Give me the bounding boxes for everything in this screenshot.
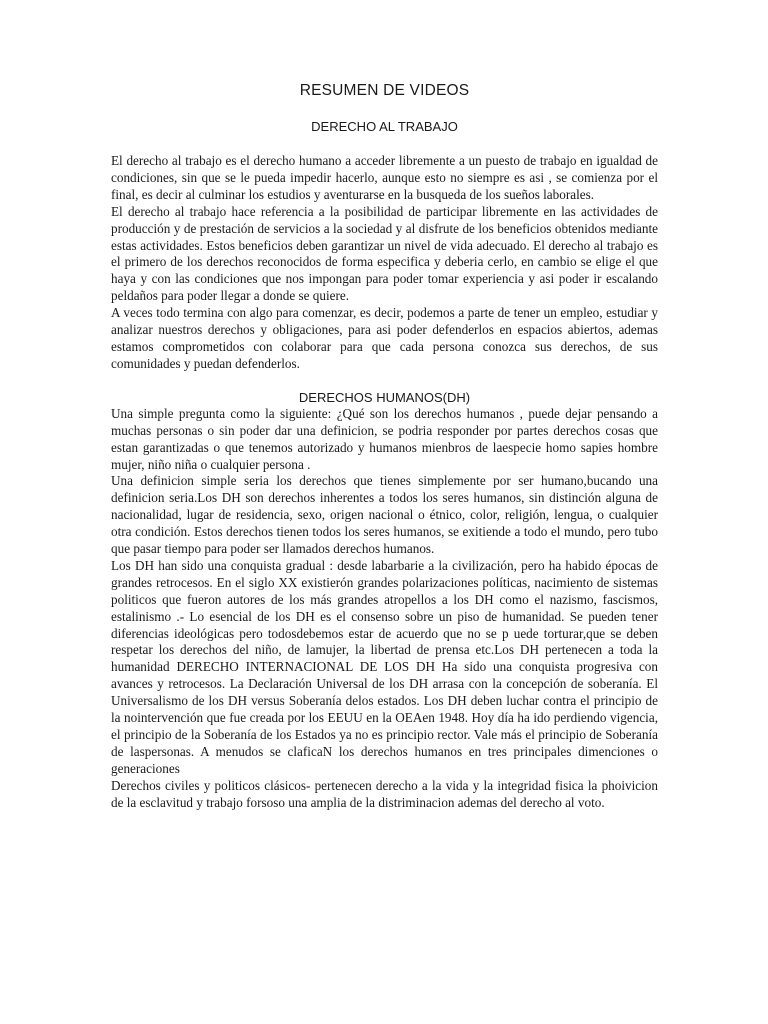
- document-title: RESUMEN DE VIDEOS: [299, 82, 470, 99]
- paragraph: Una simple pregunta como la siguiente: ¿Qué son los derechos humanos , puede dejar pensando a muchas personas o sin poder dar una definicion, se podria responder por partes derechos cosas que estan garantizadas o que tenemos autorizado y humanos mienbros de laespecie homo sapies hombre mujer, niño niña o cualquier persona .: [111, 405, 658, 472]
- paragraph: Una definicion simple seria los derechos que tienes simplemente por ser humano,bucando una definicion seria.Los DH son derechos inherentes a todos los seres humanos, sin distinción alguna de nacionalidad, lugar de residencia, sexo, origen nacional o étnico, color, religión, lengua, o cualquier otra condición. Estos derechos tienen todos los seres humanos, se exitiende a todo el mundo, pero tubo que pasar tiempo para poder ser llamados derechos humanos.: [111, 473, 658, 557]
- document-page: [111, 82, 658, 812]
- section-title-derecho-al-trabajo: DERECHO AL TRABAJO: [311, 119, 458, 134]
- paragraph: El derecho al trabajo es el derecho humano a acceder libremente a un puesto de trabajo en igualdad de condiciones, sin que se le pueda impedir hacerlo, aunque esto no siempre es asi , se comienza por el final, es decir al culminar los estudios y aventurarse en la busqueda de los sueños laborales.: [111, 153, 658, 202]
- paragraph: El derecho al trabajo hace referencia a la posibilidad de participar libremente en las actividades de producción y de prestación de servicios a la sociedad y al disfrute de los beneficios obtenidos mediante estas actividades. Estos beneficios deben garantizar un nivel de vida adecuado. El derecho al trabajo es el primero de los derechos reconocidos de forma especifica y deberia cerlo, en cambio se elige el que haya y con las condiciones que nos impongan para poder tomar experiencia y asi poder ir escalando peldaños para poder llegar a donde se quiere.: [111, 203, 658, 304]
- paragraph: Los DH han sido una conquista gradual : desde labarbarie a la civilización, pero ha habido épocas de grandes retrocesos. En el siglo XX existierón grandes polarizaciones políticas, nacimiento de sistemas politicos que fueron autores de los más grandes atropellos a los DH como el nazismo, fascismos, estalinismo .- Lo esencial de los DH es el consenso sobre un piso de humanidad. Se pueden tener diferencias ideológicas pero todosdebemos estar de acuerdo que no se p uede torturar,que se deben respetar los derechos del niño, de lamujer, la libertad de prensa etc.Los DH pertenecen a toda la humanidad DERECHO INTERNACIONAL DE LOS DH Ha sido una conquista progresiva con avances y retrocesos. La Declaración Universal de los DH arrasa con la concepción de soberanía. El Universalismo de los DH versus Soberanía delos estados. Los DH deben luchar contra el principio de la nointervención que fue creada por los EEUU en la OEAen 1948. Hoy día ha ido perdiendo vigencia, el principio de la Soberanía de los Estados ya no es principio rector. Vale más el principio de Soberanía de laspersonas. A menudos se claficaN los derechos humanos en tres principales dimenciones o generaciones: [111, 557, 658, 776]
- section-title-derechos-humanos: DERECHOS HUMANOS(DH): [298, 389, 471, 405]
- paragraph: A veces todo termina con algo para comenzar, es decir, podemos a parte de tener un empleo, estudiar y analizar nuestros derechos y obligaciones, para asi poder defenderlos en espacios abiertos, ademas estamos comprometidos con colaborar para que cada persona conozca sus derechos, de sus comunidades y puedan defenderlos.: [111, 305, 658, 371]
- paragraph: Derechos civiles y politicos clásicos- pertenecen derecho a la vida y la integridad fisica la phoivicion de la esclavitud y trabajo forsoso una amplia de la distriminacion ademas del derecho al voto.: [111, 777, 658, 810]
